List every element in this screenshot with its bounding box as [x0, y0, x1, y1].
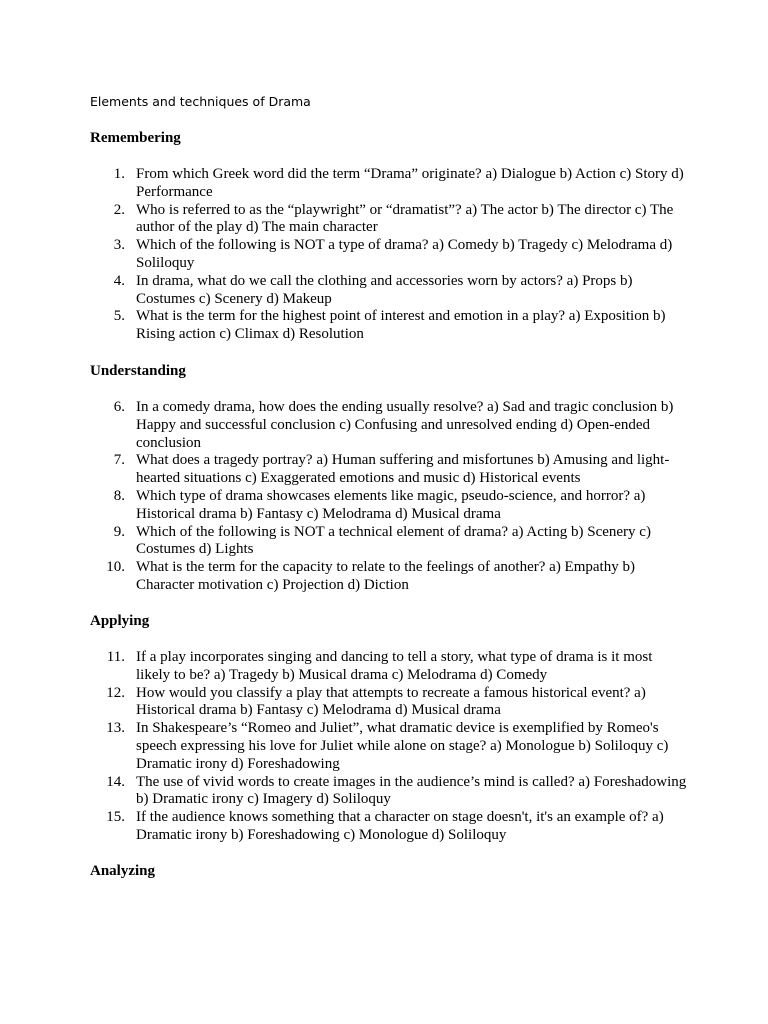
question-text: Which of the following is NOT a technical element of drama? a) Acting b) Scenery c) Costumes d) Lights — [136, 523, 651, 558]
question-text: From which Greek word did the term “Drama” originate? a) Dialogue b) Action c) Story d) Performance — [136, 166, 684, 200]
question-item — [90, 559, 690, 595]
question-text: Who is referred to as the “playwright” or “dramatist”? a) The actor b) The director c) The author of the play d) The main character — [136, 201, 674, 236]
document-title: Elements and techniques of Drama — [90, 94, 311, 109]
question-item — [90, 524, 690, 560]
question-list-remembering — [90, 166, 690, 344]
question-number: 9. — [113, 523, 125, 540]
question-list-understanding — [90, 399, 690, 595]
question-item — [90, 774, 690, 810]
section-heading-understanding: Understanding — [90, 363, 186, 379]
question-number: 7. — [113, 452, 125, 469]
question-number: 1. — [113, 166, 125, 182]
question-text: Which of the following is NOT a type of drama? a) Comedy b) Tragedy c) Melodrama d) Soliloquy — [136, 237, 673, 271]
question-text: What is the term for the capacity to relate to the feelings of another? a) Empathy b) Character motivation c) Projection d) Diction — [136, 559, 635, 593]
question-list-applying — [90, 649, 690, 845]
question-item — [90, 273, 690, 309]
question-number: 8. — [113, 487, 125, 504]
question-item — [90, 649, 690, 685]
question-number: 14. — [106, 773, 125, 790]
question-text: In a comedy drama, how does the ending usually resolve? a) Sad and tragic conclusion b) Happy and successful conclusion c) Confusing and unresolved ending d) Open-ended conclusion — [136, 399, 674, 451]
question-text: The use of vivid words to create images in the audience’s mind is called? a) Foreshadowing b) Dramatic irony c) Imagery d) Soliloquy — [136, 773, 687, 808]
question-number: 5. — [113, 308, 125, 325]
question-item — [90, 308, 690, 344]
question-text: How would you classify a play that attempts to recreate a famous historical event? a) Historical drama b) Fantasy c) Melodrama d) Musical drama — [136, 684, 646, 719]
question-text: What is the term for the highest point of interest and emotion in a play? a) Exposition b) Rising action c) Climax d) Resolution — [136, 308, 666, 343]
question-number: 12. — [106, 684, 125, 701]
section-heading-applying: Applying — [90, 613, 150, 629]
question-text: What does a tragedy portray? a) Human suffering and misfortunes b) Amusing and light-hearted situations c) Exaggerated emotions and music d) Historical events — [136, 452, 670, 487]
question-item — [90, 237, 690, 273]
question-number: 4. — [113, 272, 125, 289]
question-item — [90, 685, 690, 721]
question-number: 2. — [113, 201, 125, 218]
question-item — [90, 488, 690, 524]
question-text: Which type of drama showcases elements like magic, pseudo-science, and horror? a) Historical drama b) Fantasy c) Melodrama d) Musical drama — [136, 487, 646, 522]
question-item — [90, 720, 690, 773]
question-item — [90, 809, 690, 845]
question-text: If the audience knows something that a character on stage doesn't, it's an example of? a) Dramatic irony b) Foreshadowing c) Monologue d) Soliloquy — [136, 809, 664, 843]
question-number: 3. — [113, 237, 125, 254]
question-item — [90, 202, 690, 238]
question-number: 10. — [106, 559, 125, 576]
question-text: In Shakespeare’s “Romeo and Juliet”, what dramatic device is exemplified by Romeo's speech expressing his love for Juliet while alone on stage? a) Monologue b) Soliloquy c) Dramatic irony d) Foreshadowing — [136, 720, 669, 772]
question-text: If a play incorporates singing and dancing to tell a story, what type of drama is it most likely to be? a) Tragedy b) Musical drama c) Melodrama d) Comedy — [136, 649, 653, 683]
question-item — [90, 452, 690, 488]
question-number: 11. — [106, 649, 125, 665]
section-heading-remembering: Remembering — [90, 130, 181, 146]
question-number: 6. — [113, 399, 125, 415]
section-heading-analyzing: Analyzing — [90, 863, 156, 879]
question-item — [90, 399, 690, 452]
question-text: In drama, what do we call the clothing and accessories worn by actors? a) Props b) Costumes c) Scenery d) Makeup — [136, 272, 633, 307]
question-number: 13. — [106, 720, 125, 737]
question-item — [90, 166, 690, 202]
question-number: 15. — [106, 809, 125, 826]
